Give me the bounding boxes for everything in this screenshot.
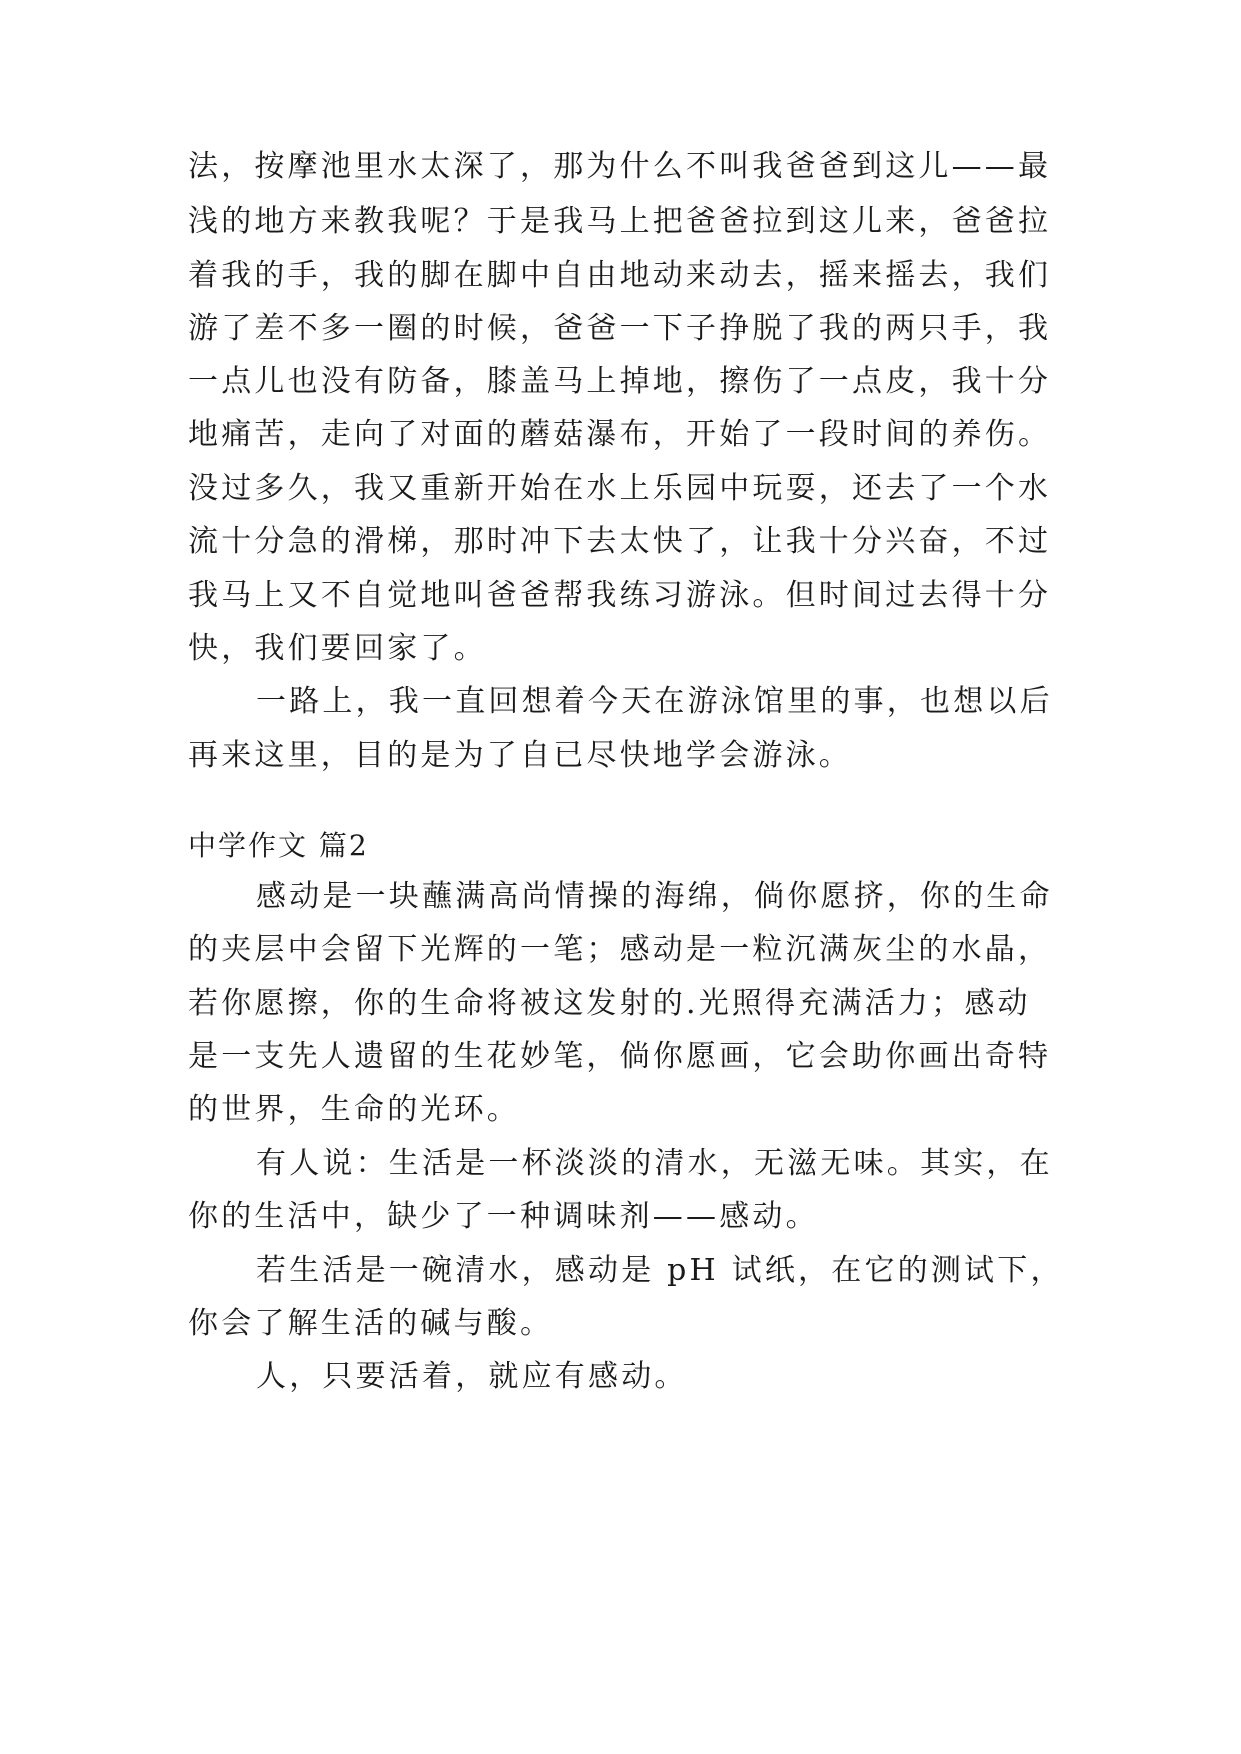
paragraph-line: 若你愿擦，你的生命将被这发射的.光照得充满活力；感动 [188, 986, 1031, 1021]
paragraph-line: 的世界，生命的光环。 [188, 1092, 520, 1127]
paragraph-line: 快，我们要回家了。 [188, 631, 487, 666]
paragraph-line: 一路上，我一直回想着今天在游泳馆里的事，也想以后 [256, 684, 1053, 719]
paragraph-line: 着我的手，我的脚在脚中自由地动来动去，摇来摇去，我们 [188, 258, 1052, 293]
paragraph-line: 浅的地方来教我呢？于是我马上把爸爸拉到这儿来，爸爸拉 [188, 204, 1052, 239]
paragraph-line: 是一支先人遗留的生花妙笔，倘你愿画，它会助你画出奇特 [188, 1039, 1052, 1074]
paragraph-line: 流十分急的滑梯，那时冲下去太快了，让我十分兴奋，不过 [188, 524, 1052, 559]
paragraph-line: 的夹层中会留下光辉的一笔；感动是一粒沉满灰尘的水晶， [188, 932, 1052, 967]
paragraph-line: 感动是一块蘸满高尚情操的海绵，倘你愿挤，你的生命 [256, 879, 1053, 914]
paragraph-line: 我马上又不自觉地叫爸爸帮我练习游泳。但时间过去得十分 [188, 578, 1052, 613]
paragraph-line: 一点儿也没有防备，膝盖马上掉地，擦伤了一点皮，我十分 [188, 364, 1052, 399]
paragraph-line: 法，按摩池里水太深了，那为什么不叫我爸爸到这儿——最 [188, 149, 1052, 184]
paragraph-line: 游了差不多一圈的时候，爸爸一下子挣脱了我的两只手，我 [188, 311, 1052, 346]
paragraph-line: 你的生活中，缺少了一种调味剂——感动。 [188, 1199, 819, 1234]
paragraph-line: 你会了解生活的碱与酸。 [188, 1306, 554, 1341]
paragraph-line: 再来这里，目的是为了自已尽快地学会游泳。 [188, 738, 852, 773]
paragraph-line: 人，只要活着，就应有感动。 [256, 1359, 688, 1394]
paragraph-line: 没过多久，我又重新开始在水上乐园中玩耍，还去了一个水 [188, 471, 1052, 506]
paragraph-line: 有人说：生活是一杯淡淡的清水，无滋无味。其实，在 [256, 1146, 1053, 1181]
section-heading: 中学作文 篇2 [188, 829, 369, 862]
paragraph-line: 地痛苦，走向了对面的蘑菇瀑布，开始了一段时间的养伤。 [188, 417, 1052, 452]
paragraph-line: 若生活是一碗清水，感动是 pH 试纸，在它的测试下， [256, 1253, 1064, 1288]
